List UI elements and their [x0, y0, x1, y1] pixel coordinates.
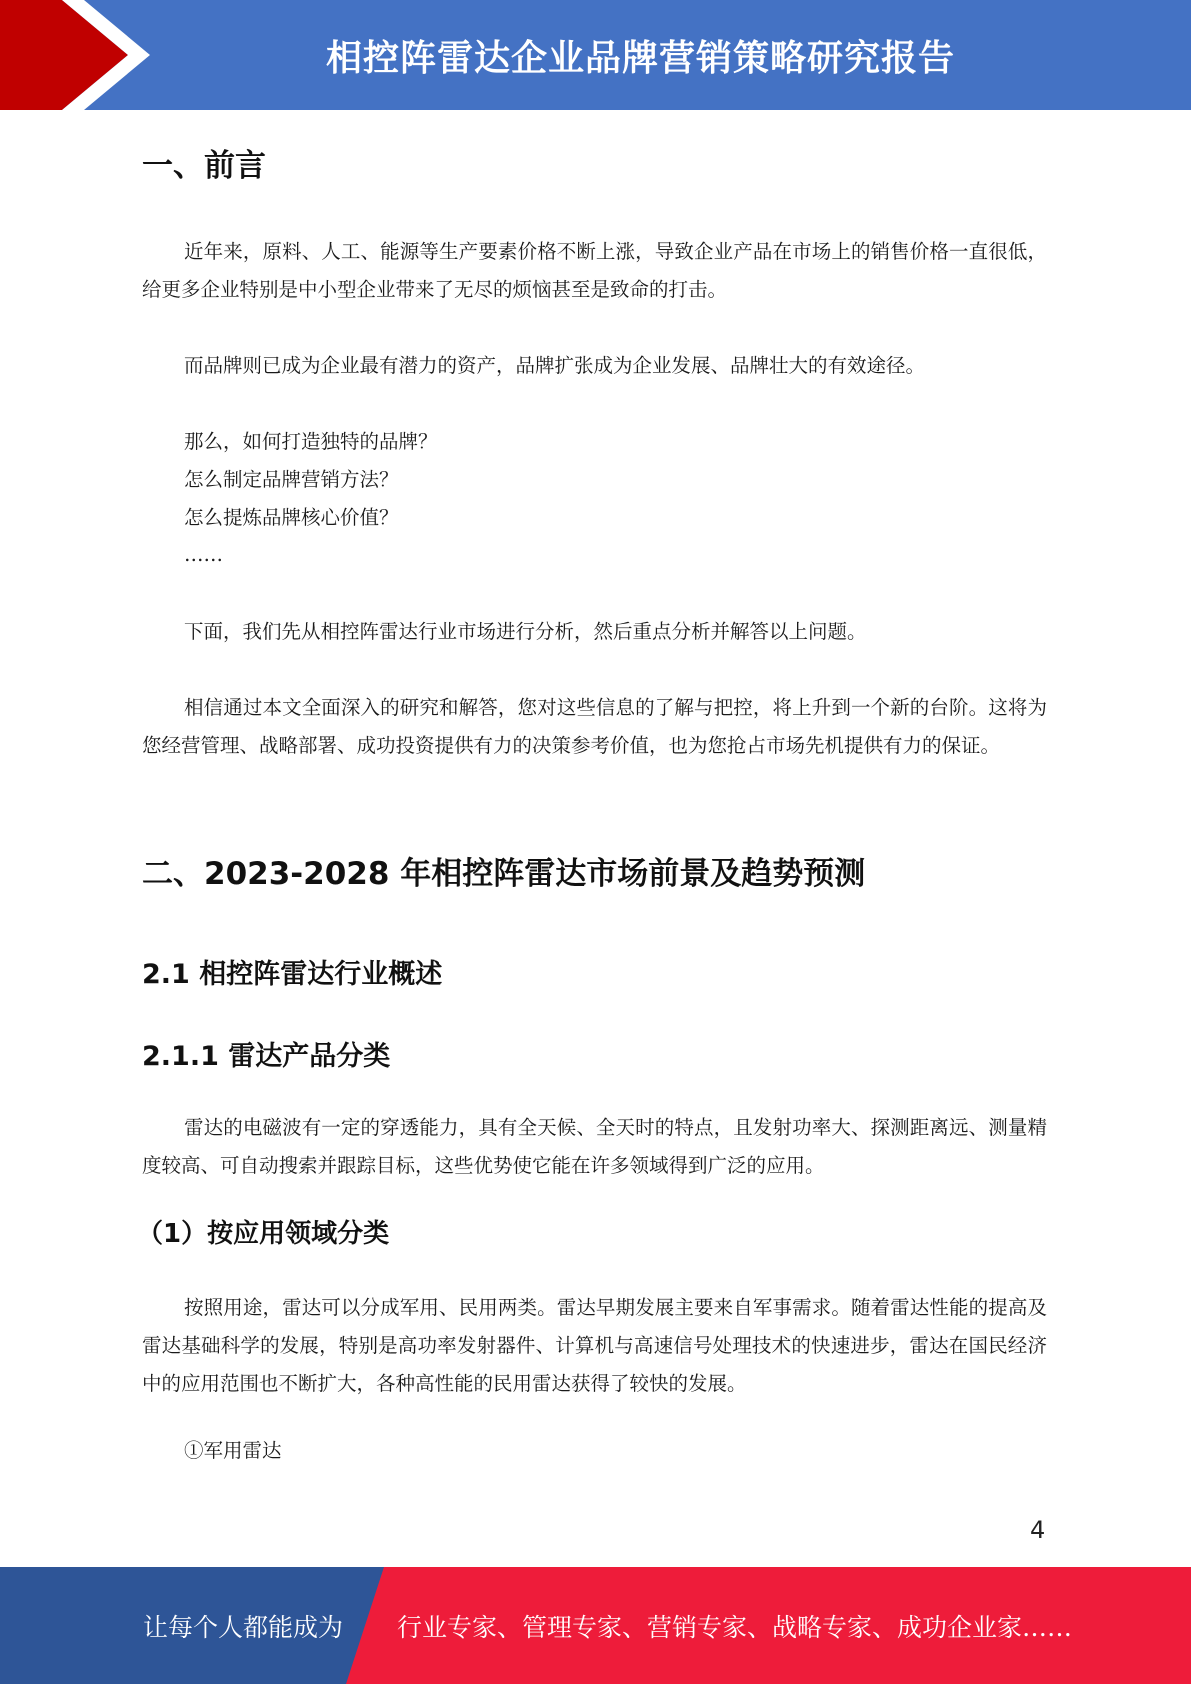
classification-by-application-heading: （1）按应用领域分类 [137, 1219, 390, 1249]
radar-intro-paragraph: 雷达的电磁波有一定的穿透能力，具有全天候、全天时的特点，且发射功率大、探测距离远、测量精度较高、可自动搜索并跟踪目标，这些优势使它能在许多领域得到广泛的应用。 [142, 1116, 1047, 1177]
header-banner [0, 0, 1191, 110]
question-line-2: 怎么制定品牌营销方法？ [184, 468, 399, 491]
preface-paragraph-2: 而品牌则已成为企业最有潜力的资产，品牌扩张成为企业发展、品牌壮大的有效途径。 [184, 354, 926, 377]
subsection-heading-classification: 2.1.1 雷达产品分类 [142, 1041, 391, 1072]
page-number: 4 [1030, 1516, 1046, 1544]
question-line-1: 那么，如何打造独特的品牌？ [184, 430, 438, 453]
classification-paragraph: 按照用途，雷达可以分成军用、民用两类。雷达早期发展主要来自军事需求。随着雷达性能的提高及雷达基础科学的发展，特别是高功率发射器件、计算机与高速信号处理技术的快速进步，雷达在国民经济中的应用范围也不断扩大，各种高性能的民用雷达获得了较快的发展。 [142, 1296, 1047, 1395]
footer-slogan-right: 行业专家、管理专家、营销专家、战略专家、成功企业家…… [397, 1612, 1073, 1642]
footer-slogan-left: 让每个人都能成为 [143, 1612, 344, 1642]
document-title: 相控阵雷达企业品牌营销策略研究报告 [325, 37, 955, 79]
question-line-ellipsis: …… [184, 543, 223, 566]
subsection-heading-overview: 2.1 相控阵雷达行业概述 [142, 959, 443, 990]
section-heading-forecast: 二、2023-2028 年相控阵雷达市场前景及趋势预测 [142, 856, 866, 892]
section-heading-preface: 一、前言 [142, 148, 266, 184]
footer-banner [0, 1567, 1191, 1684]
preface-paragraph-1: 近年来，原料、人工、能源等生产要素价格不断上涨，导致企业产品在市场上的销售价格一直很低，给更多企业特别是中小型企业带来了无尽的烦恼甚至是致命的打击。 [142, 240, 1047, 301]
preface-closing-1: 下面，我们先从相控阵雷达行业市场进行分析，然后重点分析并解答以上问题。 [184, 620, 867, 643]
question-line-3: 怎么提炼品牌核心价值？ [184, 506, 399, 529]
military-radar-item: ①军用雷达 [184, 1439, 282, 1462]
preface-closing-2: 相信通过本文全面深入的研究和解答，您对这些信息的了解与把控，将上升到一个新的台阶。这将为您经营管理、战略部署、成功投资提供有力的决策参考价值，也为您抢占市场先机提供有力的保证。 [142, 696, 1047, 757]
